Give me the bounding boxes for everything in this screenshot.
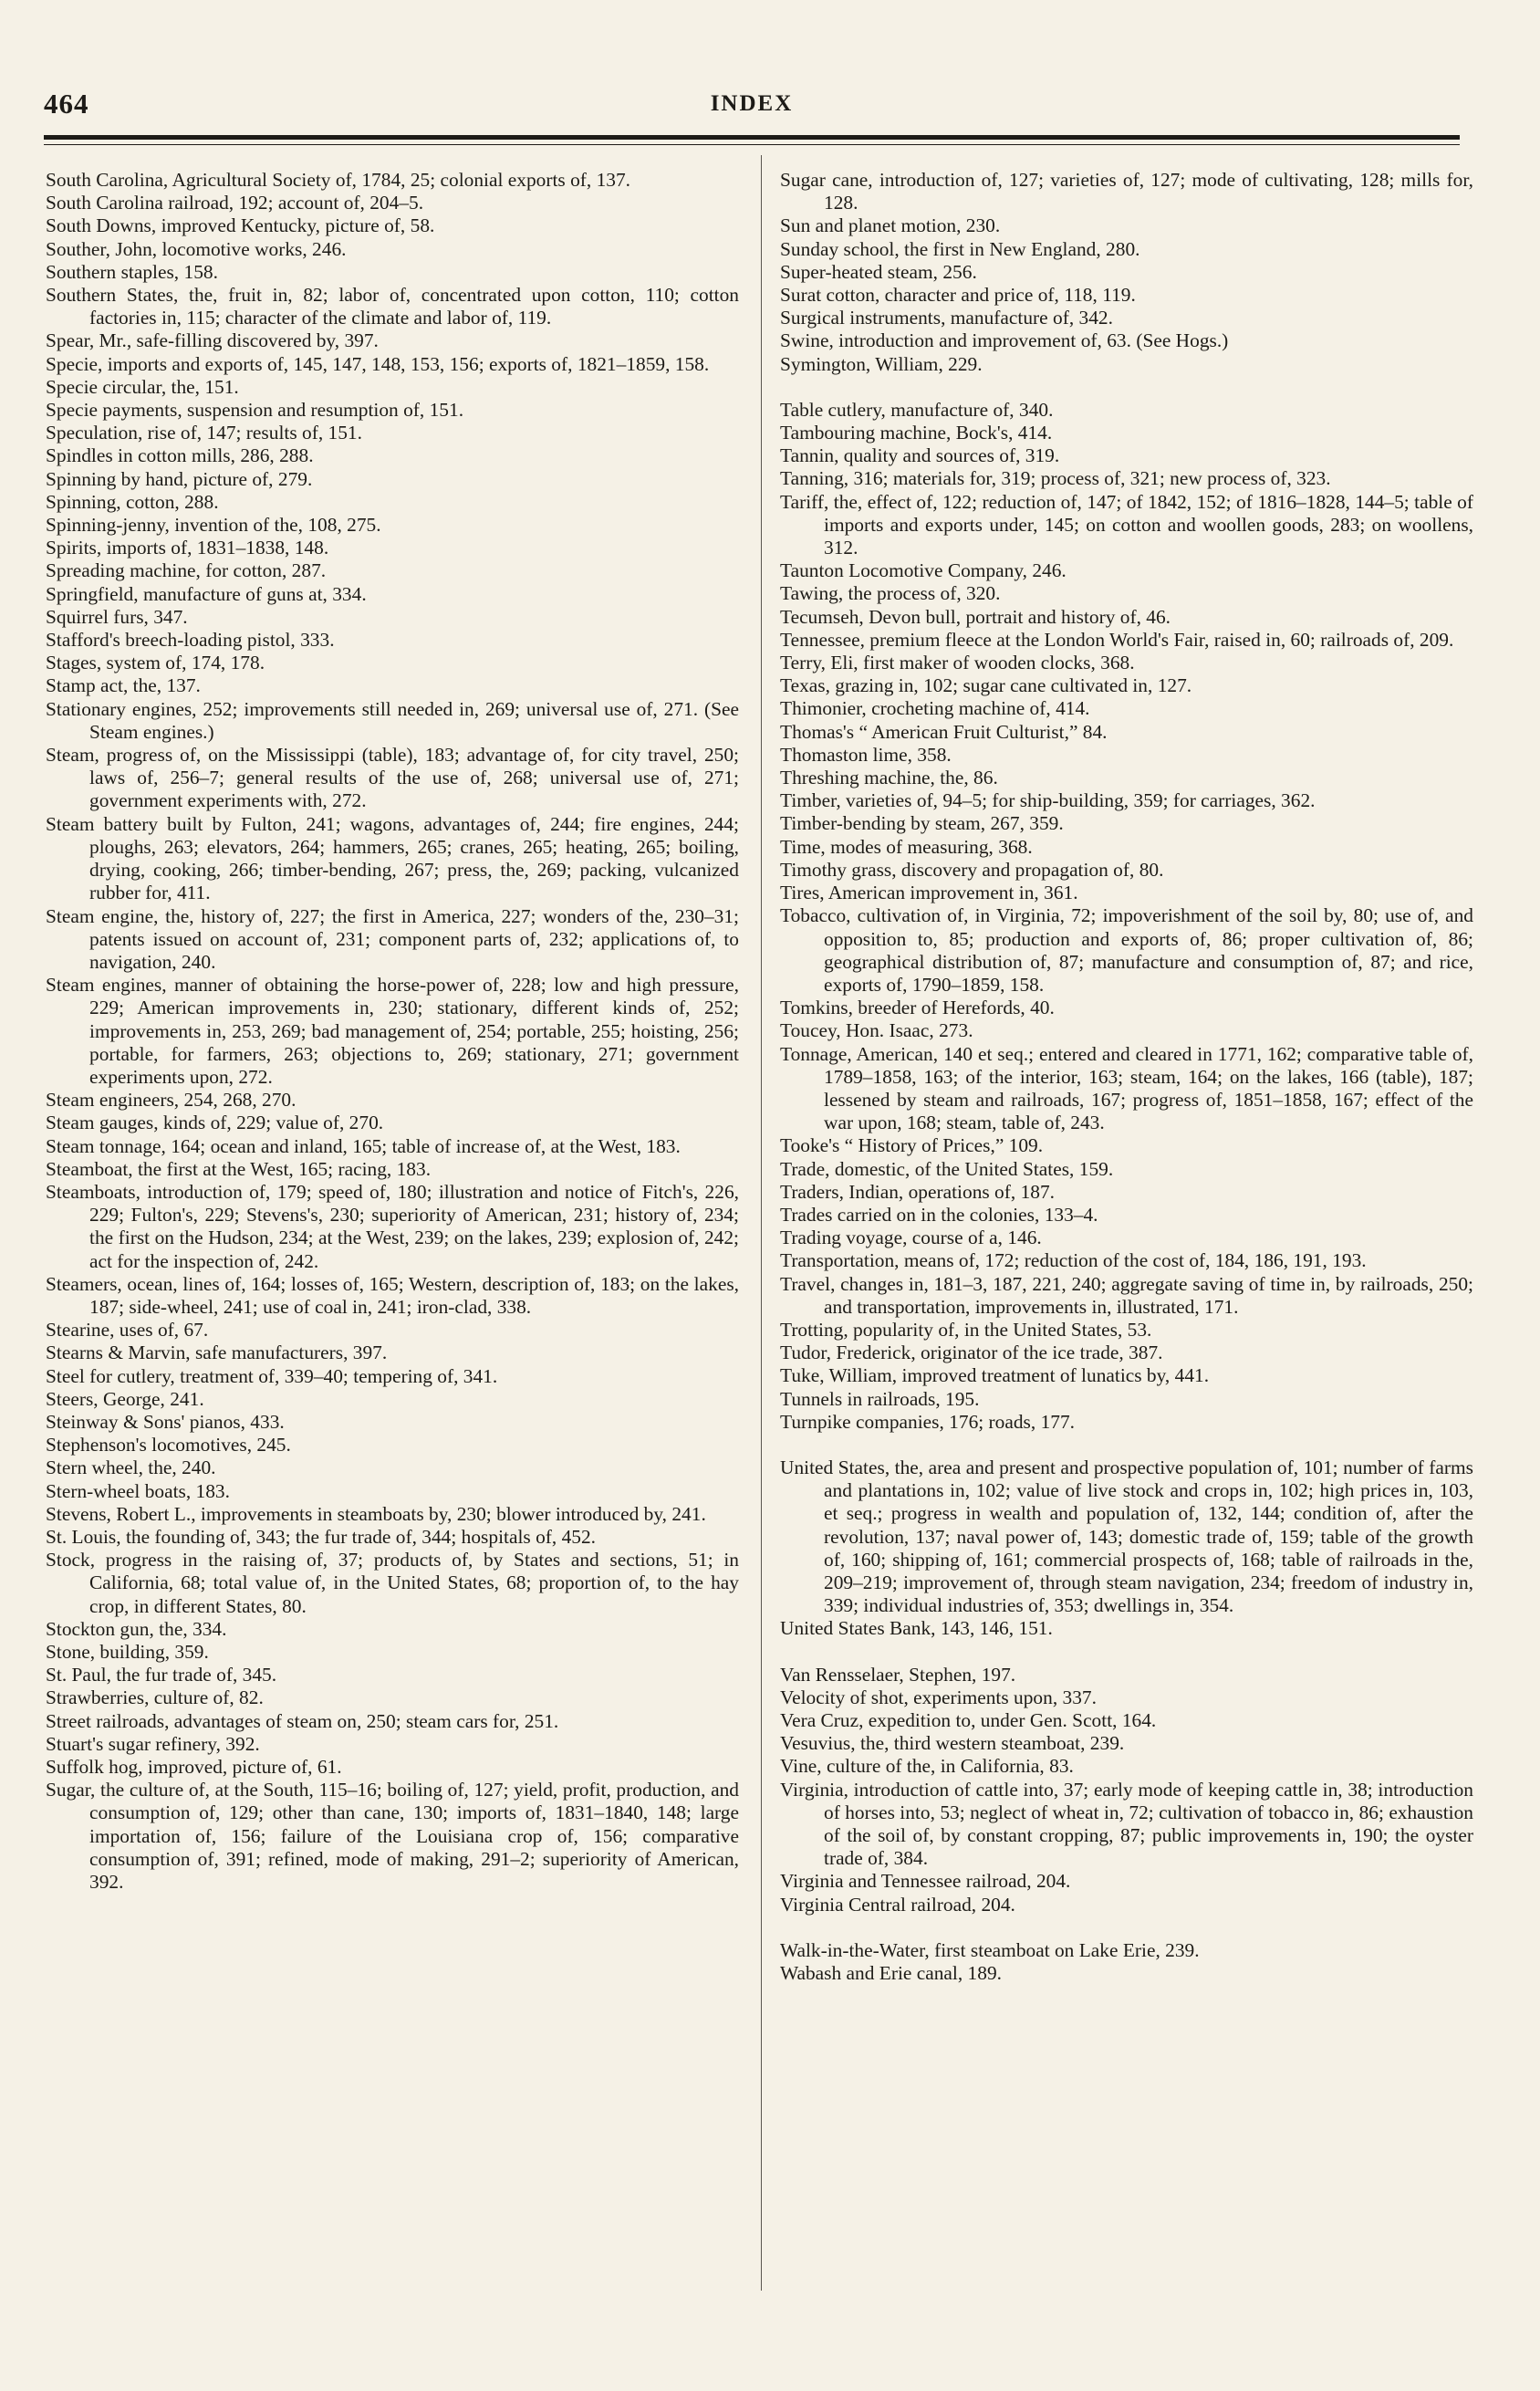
index-entry: Spirits, imports of, 1831–1838, 148.: [46, 537, 329, 559]
running-head: INDEX: [710, 91, 794, 116]
index-entry: Tunnels in railroads, 195.: [780, 1387, 980, 1410]
index-entry: Steamboats, introduction of, 179; speed of, 180; illustration and notice of Fitch's, 226, 229; Fulton's, 229; Stevens's, 230; superiority of American, 231; history of, 234; the first on the Hudson, 234; at the West, 239; on the lakes, 239; explosion of, 242; act for the inspection of, 242.: [46, 1180, 739, 1272]
index-entry: Thomas's “ American Fruit Culturist,” 84.: [780, 720, 1108, 743]
letter-group-gap: [780, 1434, 1473, 1457]
index-entry: Stamp act, the, 137.: [46, 674, 201, 697]
index-entry: Specie circular, the, 151.: [46, 375, 239, 398]
index-entry: Steam engine, the, history of, 227; the first in America, 227; wonders of the, 230–31; patents issued on account of, 231; component parts of, 232; applications of, to navigation, 240.: [46, 904, 739, 973]
index-entry: St. Paul, the fur trade of, 345.: [46, 1664, 277, 1686]
index-entry: Traders, Indian, operations of, 187.: [780, 1180, 1056, 1203]
index-entry: Tennessee, premium fleece at the London World's Fair, raised in, 60; railroads of, 209.: [780, 628, 1454, 651]
index-entry: Tomkins, breeder of Herefords, 40.: [780, 997, 1055, 1019]
index-entry: United States Bank, 143, 146, 151.: [780, 1617, 1053, 1640]
index-entry: Transportation, means of, 172; reduction of the cost of, 184, 186, 191, 193.: [780, 1249, 1367, 1272]
index-entry: Tires, American improvement in, 361.: [780, 882, 1078, 904]
index-entry: Tariff, the, effect of, 122; reduction of, 147; of 1842, 152; of 1816–1828, 144–5; table of imports and exports under, 145; on cotton and woollen goods, 283; on woollens, 312.: [780, 490, 1473, 559]
index-entry: Velocity of shot, experiments upon, 337.: [780, 1686, 1097, 1708]
index-entry: St. Louis, the founding of, 343; the fur trade of, 344; hospitals of, 452.: [46, 1525, 597, 1548]
header-rule-thin: [44, 144, 1460, 145]
index-entry: Sunday school, the first in New England, 280.: [780, 237, 1140, 260]
letter-group: [780, 1457, 1473, 1641]
index-entry: Tannin, quality and sources of, 319.: [780, 444, 1060, 467]
letter-group: [780, 1939, 1473, 1985]
index-entry: Virginia and Tennessee railroad, 204.: [780, 1870, 1071, 1893]
index-entry: Tanning, 316; materials for, 319; process of, 321; new process of, 323.: [780, 467, 1331, 490]
index-entry: Stockton gun, the, 334.: [46, 1617, 227, 1640]
index-entry: Tonnage, American, 140 et seq.; entered and cleared in 1771, 162; comparative table of, 1789–1858, 163; of the interior, 163; steam, 164; on the lakes, 166 (table), 187; lessened by steam and railroads, 167; progress of, 1851–1858, 167; effect of the war upon, 168; steam, table of, 243.: [780, 1042, 1473, 1134]
index-entry: Surat cotton, character and price of, 118, 119.: [780, 284, 1136, 307]
index-entry: Taunton Locomotive Company, 246.: [780, 559, 1067, 582]
right-column: [780, 169, 1473, 1985]
index-entry: Vesuvius, the, third western steamboat, 239.: [780, 1732, 1125, 1755]
index-entry: Timber, varieties of, 94–5; for ship-building, 359; for carriages, 362.: [780, 789, 1316, 812]
index-entry: Virginia, introduction of cattle into, 37; early mode of keeping cattle in, 38; introduction of horses into, 53; neglect of wheat in, 72; cultivation of tobacco in, 86; exhaustion of the soil of, by constant cropping, 87; public improvements in, 190; the oyster trade of, 384.: [780, 1778, 1473, 1870]
index-entry: Stationary engines, 252; improvements still needed in, 269; universal use of, 271. (See Steam engines.): [46, 697, 739, 743]
index-entry: Vera Cruz, expedition to, under Gen. Scott, 164.: [780, 1709, 1157, 1731]
letter-group: [780, 1664, 1473, 1916]
index-entry: Threshing machine, the, 86.: [780, 767, 998, 789]
index-entry: United States, the, area and present and prospective population of, 101; number of farms and plantations in, 102; value of live stock and crops in, 102; high prices in, 103, et seq.; progress in wealth and population of, 132, 144; condition of, after the revolution, 137; naval power of, 143; domestic trade of, 159; table of the growth of, 160; shipping of, 161; commercial prospects of, 168; table of railroads in the, 209–219; improvement of, through steam navigation, 234; freedom of industry in, 339; individual industries of, 353; dwellings in, 354.: [780, 1456, 1473, 1617]
index-entry: Stevens, Robert L., improvements in steamboats by, 230; blower introduced by, 241.: [46, 1502, 706, 1525]
index-entry: Spindles in cotton mills, 286, 288.: [46, 444, 314, 467]
index-entry: Stearns & Marvin, safe manufacturers, 397.: [46, 1342, 388, 1364]
index-entry: Springfield, manufacture of guns at, 334.: [46, 582, 367, 605]
index-entry: Steam battery built by Fulton, 241; wagons, advantages of, 244; fire engines, 244; ploughs, 263; elevators, 264; hammers, 265; cranes, 265; heating, 265; boiling, drying, cooking, 266; timber-bending, 267; press, the, 269; packing, vulcanized rubber for, 411.: [46, 812, 739, 904]
index-entry: Steamboat, the first at the West, 165; racing, 183.: [46, 1157, 432, 1180]
index-entry: Tuke, William, improved treatment of lunatics by, 441.: [780, 1364, 1210, 1387]
index-entry: Strawberries, culture of, 82.: [46, 1686, 264, 1709]
index-entry: Steers, George, 241.: [46, 1387, 204, 1410]
index-entry: South Downs, improved Kentucky, picture of, 58.: [46, 214, 435, 237]
index-entry: Spinning by hand, picture of, 279.: [46, 467, 313, 490]
index-entry: Vine, culture of the, in California, 83.: [780, 1755, 1074, 1778]
index-entry: Stern-wheel boats, 183.: [46, 1479, 230, 1502]
index-entry: Tobacco, cultivation of, in Virginia, 72; impoverishment of the soil by, 80; use of, and opposition to, 85; production and exports of, 86; proper cultivation of, 86; geographical distribution of, 87; manufacture and consumption of, 87; and rice, exports of, 1790–1859, 158.: [780, 904, 1473, 996]
header-rule: [44, 135, 1460, 140]
index-entry: Van Rensselaer, Stephen, 197.: [780, 1663, 1016, 1686]
index-entry: Wabash and Erie canal, 189.: [780, 1962, 1002, 1985]
index-entry: Symington, William, 229.: [780, 352, 983, 375]
index-entry: Specie payments, suspension and resumption of, 151.: [46, 399, 464, 422]
letter-group-gap: [780, 1641, 1473, 1664]
index-entry: Sugar cane, introduction of, 127; varieties of, 127; mode of cultivating, 128; mills for, 128.: [780, 169, 1473, 214]
index-entry: Stearine, uses of, 67.: [46, 1319, 209, 1342]
index-entry: Stuart's sugar refinery, 392.: [46, 1732, 260, 1755]
index-entry: Steam gauges, kinds of, 229; value of, 270.: [46, 1112, 384, 1134]
index-entry: Turnpike companies, 176; roads, 177.: [780, 1410, 1076, 1433]
index-entry: Table cutlery, manufacture of, 340.: [780, 398, 1054, 421]
index-entry: Surgical instruments, manufacture of, 342.: [780, 307, 1113, 329]
index-entry: Speculation, rise of, 147; results of, 151.: [46, 422, 362, 444]
index-entry: Steamers, ocean, lines of, 164; losses of, 165; Western, description of, 183; on the lakes, 187; side-wheel, 241; use of coal in, 241; iron-clad, 338.: [46, 1272, 739, 1318]
index-entry: Southern staples, 158.: [46, 260, 218, 283]
index-entry: Texas, grazing in, 102; sugar cane cultivated in, 127.: [780, 674, 1192, 697]
index-entry: Tawing, the process of, 320.: [780, 582, 1001, 605]
index-entry: Toucey, Hon. Isaac, 273.: [780, 1019, 973, 1042]
index-entry: Stern wheel, the, 240.: [46, 1457, 216, 1479]
index-entry: Terry, Eli, first maker of wooden clocks, 368.: [780, 652, 1135, 674]
index-entry: Stone, building, 359.: [46, 1641, 209, 1663]
column-divider: [761, 155, 762, 2291]
index-entry: Timothy grass, discovery and propagation of, 80.: [780, 858, 1164, 881]
index-entry: Super-heated steam, 256.: [780, 260, 977, 283]
left-column: [46, 169, 739, 1894]
index-entry: Stock, progress in the raising of, 37; products of, by States and sections, 51; in California, 68; total value of, in the United States, 68; proportion of, to the hay crop, in different States, 80.: [46, 1549, 739, 1617]
index-entry: Trading voyage, course of a, 146.: [780, 1227, 1042, 1249]
index-entry: Steam tonnage, 164; ocean and inland, 165; table of increase of, at the West, 183.: [46, 1134, 681, 1157]
page-number: 464: [44, 88, 89, 120]
index-entry: Timber-bending by steam, 267, 359.: [780, 812, 1064, 835]
index-entry: Tambouring machine, Bock's, 414.: [780, 422, 1053, 444]
index-entry: Steam engineers, 254, 268, 270.: [46, 1089, 297, 1112]
letter-group-gap: [780, 376, 1473, 399]
index-entry: Thomaston lime, 358.: [780, 743, 952, 766]
index-entry: Steam, progress of, on the Mississippi (table), 183; advantage of, for city travel, 250; laws of, 256–7; general results of the use of, 268; universal use of, 271; government experiments with, 272.: [46, 744, 739, 812]
index-entry: Time, modes of measuring, 368.: [780, 835, 1033, 858]
page-header: [44, 88, 1460, 124]
index-entry: Stages, system of, 174, 178.: [46, 652, 265, 674]
index-entry: Swine, introduction and improvement of, 63. (See Hogs.): [780, 329, 1229, 352]
index-entry: Street railroads, advantages of steam on, 250; steam cars for, 251.: [46, 1709, 559, 1732]
index-entry: Steinway & Sons' pianos, 433.: [46, 1410, 285, 1433]
index-entry: Trotting, popularity of, in the United States, 53.: [780, 1318, 1152, 1341]
index-entry: Sugar, the culture of, at the South, 115–16; boiling of, 127; yield, profit, production, and consumption of, 129; other than cane, 130; imports of, 1831–1840, 148; large importation of, 156; failure of the Louisiana crop of, 156; comparative consumption of, 391; refined, mode of making, 291–2; superiority of American, 392.: [46, 1779, 739, 1894]
index-entry: Steel for cutlery, treatment of, 339–40; tempering of, 341.: [46, 1364, 498, 1387]
index-entry: Souther, John, locomotive works, 246.: [46, 237, 347, 260]
index-entry: Thimonier, crocheting machine of, 414.: [780, 697, 1090, 720]
index-entry: Walk-in-the-Water, first steamboat on Lake Erie, 239.: [780, 1938, 1200, 1961]
index-entry: Trade, domestic, of the United States, 159.: [780, 1157, 1114, 1180]
index-entry: Southern States, the, fruit in, 82; labor of, concentrated upon cotton, 110; cotton factories in, 115; character of the climate and labor of, 119.: [46, 284, 739, 329]
index-entry: Stafford's breech-loading pistol, 333.: [46, 629, 335, 652]
index-entry: Spear, Mr., safe-filling discovered by, 397.: [46, 329, 379, 352]
index-entry: Tooke's “ History of Prices,” 109.: [780, 1134, 1044, 1157]
index-entry: Tudor, Frederick, originator of the ice trade, 387.: [780, 1342, 1163, 1364]
index-entry: Spreading machine, for cotton, 287.: [46, 559, 327, 582]
letter-group: [780, 169, 1473, 376]
index-entry: Specie, imports and exports of, 145, 147, 148, 153, 156; exports of, 1821–1859, 158.: [46, 352, 710, 375]
index-entry: Spinning, cotton, 288.: [46, 490, 219, 513]
letter-group: [780, 399, 1473, 1434]
index-entry: Squirrel furs, 347.: [46, 605, 188, 628]
index-entry: Virginia Central railroad, 204.: [780, 1893, 1015, 1916]
letter-group-gap: [780, 1916, 1473, 1939]
index-entry: Steam engines, manner of obtaining the horse-power of, 228; low and high pressure, 229; American improvements in, 230; stationary, different kinds of, 252; improvements in, 253, 269; bad management of, 254; portable, 255; hoisting, 256; portable, for farmers, 263; objections to, 269; stationary, 271; government experiments upon, 272.: [46, 974, 739, 1088]
index-entry: South Carolina railroad, 192; account of, 204–5.: [46, 192, 424, 214]
index-entry: Trades carried on in the colonies, 133–4.: [780, 1203, 1098, 1226]
index-entry: South Carolina, Agricultural Society of, 1784, 25; colonial exports of, 137.: [46, 169, 631, 191]
index-entry: Tecumseh, Devon bull, portrait and history of, 46.: [780, 605, 1171, 628]
index-entry: Spinning-jenny, invention of the, 108, 275.: [46, 514, 381, 537]
index-entry: Suffolk hog, improved, picture of, 61.: [46, 1756, 342, 1779]
index-entry: Stephenson's locomotives, 245.: [46, 1434, 291, 1457]
index-entry: Sun and planet motion, 230.: [780, 214, 1001, 237]
index-entry: Travel, changes in, 181–3, 187, 221, 240; aggregate saving of time in, by railroads, 250; and transportation, improvements in, illustrated, 171.: [780, 1272, 1473, 1318]
